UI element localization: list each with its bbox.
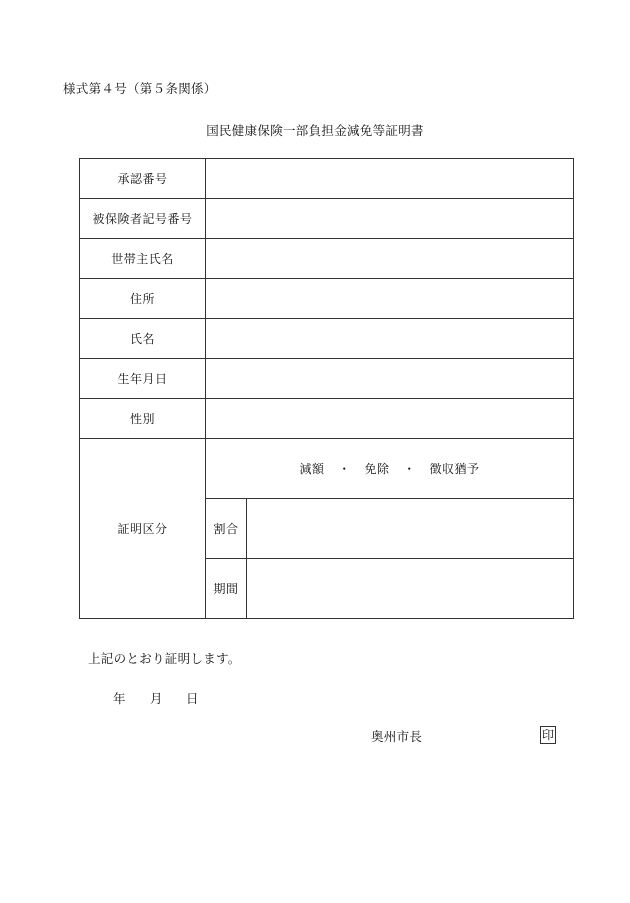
option-separator: ・ — [403, 462, 416, 476]
table-row — [80, 199, 574, 239]
option-reduction[interactable]: 減額 — [299, 462, 325, 476]
householder-name-label: 世帯主氏名 — [80, 239, 206, 279]
period-label: 期間 — [206, 559, 247, 619]
table-row — [80, 239, 574, 279]
name-label: 氏名 — [80, 319, 206, 359]
period-field[interactable] — [247, 559, 574, 619]
gender-field[interactable] — [206, 399, 574, 439]
name-field[interactable] — [206, 319, 574, 359]
certification-statement: 上記のとおり証明します。 — [88, 651, 241, 666]
table-row — [80, 399, 574, 439]
ratio-label: 割合 — [206, 499, 247, 559]
option-separator: ・ — [338, 462, 351, 476]
birthdate-field[interactable] — [206, 359, 574, 399]
option-deferral[interactable]: 徴収猶予 — [429, 462, 480, 476]
day-label: 日 — [186, 691, 199, 706]
seal-mark: 印 — [541, 728, 554, 742]
householder-name-field[interactable] — [206, 239, 574, 279]
option-exemption[interactable]: 免除 — [364, 462, 390, 476]
category-options — [206, 439, 574, 499]
approval-number-field[interactable] — [206, 159, 574, 199]
table-row — [80, 319, 574, 359]
insured-number-field[interactable] — [206, 199, 574, 239]
approval-number-label: 承認番号 — [80, 159, 206, 199]
issuer-title: 奥州市長 — [371, 729, 423, 744]
form-number: 様式第４号（第５条関係） — [63, 81, 217, 96]
table-row — [80, 159, 574, 199]
table-row — [80, 359, 574, 399]
month-label: 月 — [150, 691, 163, 706]
year-label: 年 — [113, 691, 126, 706]
table-row — [80, 439, 574, 499]
certificate-table — [79, 158, 574, 619]
address-field[interactable] — [206, 279, 574, 319]
table-row — [80, 279, 574, 319]
page-title: 国民健康保険一部負担金減免等証明書 — [206, 123, 424, 138]
address-label: 住所 — [80, 279, 206, 319]
insured-number-label: 被保険者記号番号 — [80, 199, 206, 239]
certificate-category-label: 証明区分 — [80, 439, 206, 619]
birthdate-label: 生年月日 — [80, 359, 206, 399]
ratio-field[interactable] — [247, 499, 574, 559]
gender-label: 性別 — [80, 399, 206, 439]
